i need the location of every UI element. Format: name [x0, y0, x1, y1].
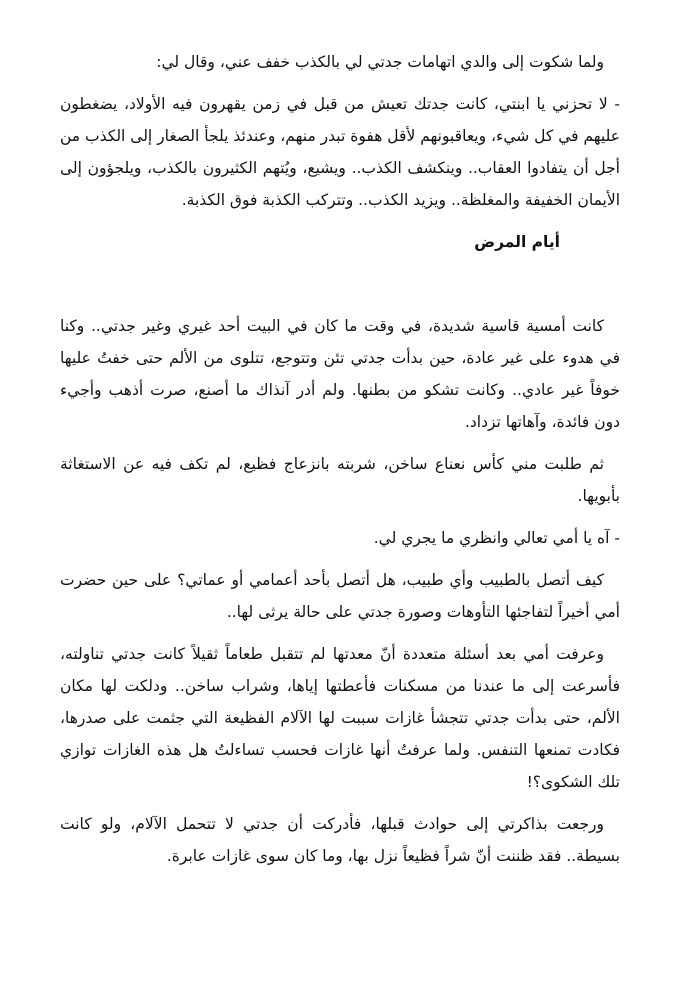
paragraph: ولما شكوت إلى والدي اتهامات جدتي لي بالكذب خفف عني، وقال لي: — [156, 53, 604, 71]
dialogue-paragraph: - آه يا أمي تعالي وانظري ما يجري لي. — [373, 529, 620, 547]
paragraph: كيف أتصل بالطبيب وأي طبيب، هل أتصل بأحد أعمامي أو عماتي؟ على حين حضرت أمي أخيراً لتفاجئها التأوهات وصورة جدتي على حالة يرثى لها.. — [60, 571, 620, 621]
section-heading: أيام المرض — [474, 233, 560, 251]
paragraph: ثم طلبت مني كأس نعناع ساخن، شربته بانزعاج فظيع، لم تكف فيه عن الاستغاثة بأبويها. — [60, 455, 620, 505]
paragraph: وعرفت أمي بعد أسئلة متعددة أنّ معدتها لم تتقبل طعاماً ثقيلاً كانت جدتي تناولته، فأسرعت إلى ما عندنا من مسكنات فأعطتها إياها، وشراب ساخن.. ودلكت لها مكان الألم، حتى بدأت جدتي تتجشأ غازات سببت لها الآلام الفظيعة التي جثمت على صدرها، فكادت تمنعها التنفس. ولما عرفتُ أنها غازات فحسب تساءلتُ هل هذه الغازات توازي تلك الشكوى؟! — [60, 645, 620, 791]
paragraph: ورجعت بذاكرتي إلى حوادث قبلها، فأدركت أن جدتي لا تتحمل الآلام، ولو كانت بسيطة.. فقد ظننت أنّ شراً فظيعاً نزل بها، وما كان سوى غازات عابرة. — [60, 815, 620, 865]
section-spacer — [60, 258, 620, 310]
paragraph: كانت أمسية قاسية شديدة، في وقت ما كان في البيت أحد غيري وغير جدتي.. وكنا في هدوء على غير عادة، حين بدأت جدتي تئن وتتوجع، تتلوى من الألم حتى خفتُ عليها خوفاً غير عادي.. وكانت تشكو من بطنها. ولم أدر آنذاك ما أصنع، صرت أذهب وأجيء دون فائدة، وآهاتها تزداد. — [60, 317, 620, 431]
dialogue-paragraph: - لا تحزني يا ابنتي، كانت جدتك تعيش من قبل في زمن يقهرون فيه الأولاد، يضغطون عليهم في كل شيء، ويعاقبونهم لأقل هفوة تبدر منهم، وعندئذ يلجأ الصغار إلى الكذب من أجل أن يتفادوا العقاب.. وينكشف الكذب.. ويشيع، ويُتهم الكثيرون بالكذب، ويلجؤون إلى الأيمان الخفيفة والمغلظة.. ويزيد الكذب.. وتتركب الكذبة فوق الكذبة. — [60, 95, 620, 209]
